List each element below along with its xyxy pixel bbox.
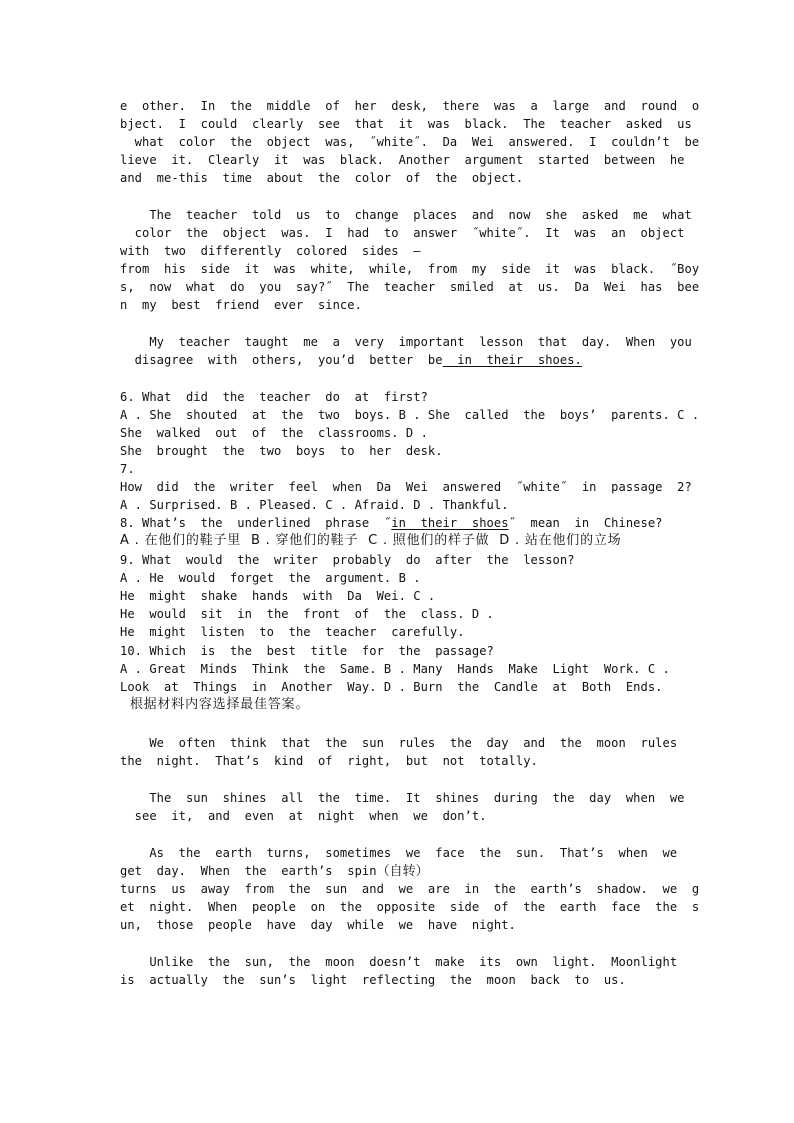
question-7-options: A . Surprised. B . Pleased. C . Afraid. D . Thankful. <box>120 498 509 512</box>
passage-line: Unlike the sun, the moon doesn’t make its own light. Moonlight <box>120 955 678 969</box>
passage-line-text: get day. When the earth’s spin <box>120 864 377 878</box>
passage-line: the night. That’s kind of right, but not totally. <box>120 754 538 768</box>
question-7-stem: How did the writer feel when Da Wei answered ˝white˝ in passage 2? <box>120 480 692 494</box>
question-6-options: A . She shouted at the two boys. B . She called the boys’ parents. C . <box>120 408 700 422</box>
passage-line: bject. I could clearly see that it was black. The teacher asked us <box>120 117 692 131</box>
passage-line: As the earth turns, sometimes we face the sun. That’s when we <box>120 846 678 860</box>
passage-line: lieve it. Clearly it was black. Another argument started between he <box>120 153 685 167</box>
question-9-options: He would sit in the front of the class. D . <box>120 607 494 621</box>
passage-line: e other. In the middle of her desk, there was a large and round o <box>120 99 700 113</box>
question-9-options: A . He would forget the argument. B . <box>120 571 421 585</box>
passage-line: with two differently colored sides – <box>120 244 421 258</box>
question-10-options: A . Great Minds Think the Same. B . Many Hands Make Light Work. C . <box>120 662 670 676</box>
gloss-chinese: （自转） <box>376 864 429 879</box>
question-8-stem <box>120 514 680 532</box>
question-9-stem: 9. What would the writer probably do after the lesson? <box>120 553 575 567</box>
passage-line: and me-this time about the color of the object. <box>120 171 524 185</box>
passage-line: et night. When people on the opposite side of the earth face the s <box>120 900 700 914</box>
question-6-options: She brought the two boys to her desk. <box>120 444 443 458</box>
passage-line: s, now what do you say?˝ The teacher smiled at us. Da Wei has bee <box>120 280 700 294</box>
passage-line-text: disagree with others, you’d better be <box>120 353 443 367</box>
question-10-options: Look at Things in Another Way. D . Burn the Candle at Both Ends. <box>120 680 663 694</box>
passage-line: color the object was. I had to answer ˝white˝. It was an object <box>120 226 685 240</box>
passage-line: is actually the sun’s light reflecting the moon back to us. <box>120 973 626 987</box>
question-7-number: 7. <box>120 462 135 476</box>
passage-line: We often think that the sun rules the day and the moon rules <box>120 736 678 750</box>
question-6-options: She walked out of the classrooms. D . <box>120 426 428 440</box>
question-8-stem-prefix: 8. What’s the underlined phrase ˝ <box>120 516 392 530</box>
question-6-stem: 6. What did the teacher do at first? <box>120 390 428 404</box>
passage-line: what color the object was, ˝white˝. Da Wei answered. I couldn’t be <box>120 135 700 149</box>
question-8-stem-suffix: ˝ mean in Chinese? <box>508 516 663 530</box>
underlined-phrase: in their shoes <box>391 516 509 530</box>
passage-line: My teacher taught me a very important lesson that day. When you <box>120 335 692 349</box>
passage-line <box>120 862 680 880</box>
passage-line: see it, and even at night when we don’t. <box>120 809 487 823</box>
passage-line: from his side it was white, while, from my side it was black. ˝Boy <box>120 262 700 276</box>
passage-line: un, those people have day while we have night. <box>120 918 516 932</box>
question-10-stem: 10. Which is the best title for the passage? <box>120 644 494 658</box>
passage-line: turns us away from the sun and we are in the earth’s shadow. we g <box>120 882 700 896</box>
question-8-options: A . 在他们的鞋子里 B . 穿他们的鞋子 C . 照他们的样子做 D . 站在他们的立场 <box>120 533 622 548</box>
question-9-options: He might listen to the teacher carefully. <box>120 625 465 639</box>
passage-line: n my best friend ever since. <box>120 298 362 312</box>
section-instruction: 根据材料内容选择最佳答案。 <box>120 697 310 712</box>
question-9-options: He might shake hands with Da Wei. C . <box>120 589 436 603</box>
passage-line <box>120 351 680 369</box>
passage-line: The sun shines all the time. It shines during the day when we <box>120 791 685 805</box>
passage-line: The teacher told us to change places and now she asked me what <box>120 208 692 222</box>
underlined-phrase: in their shoes. <box>442 353 582 367</box>
